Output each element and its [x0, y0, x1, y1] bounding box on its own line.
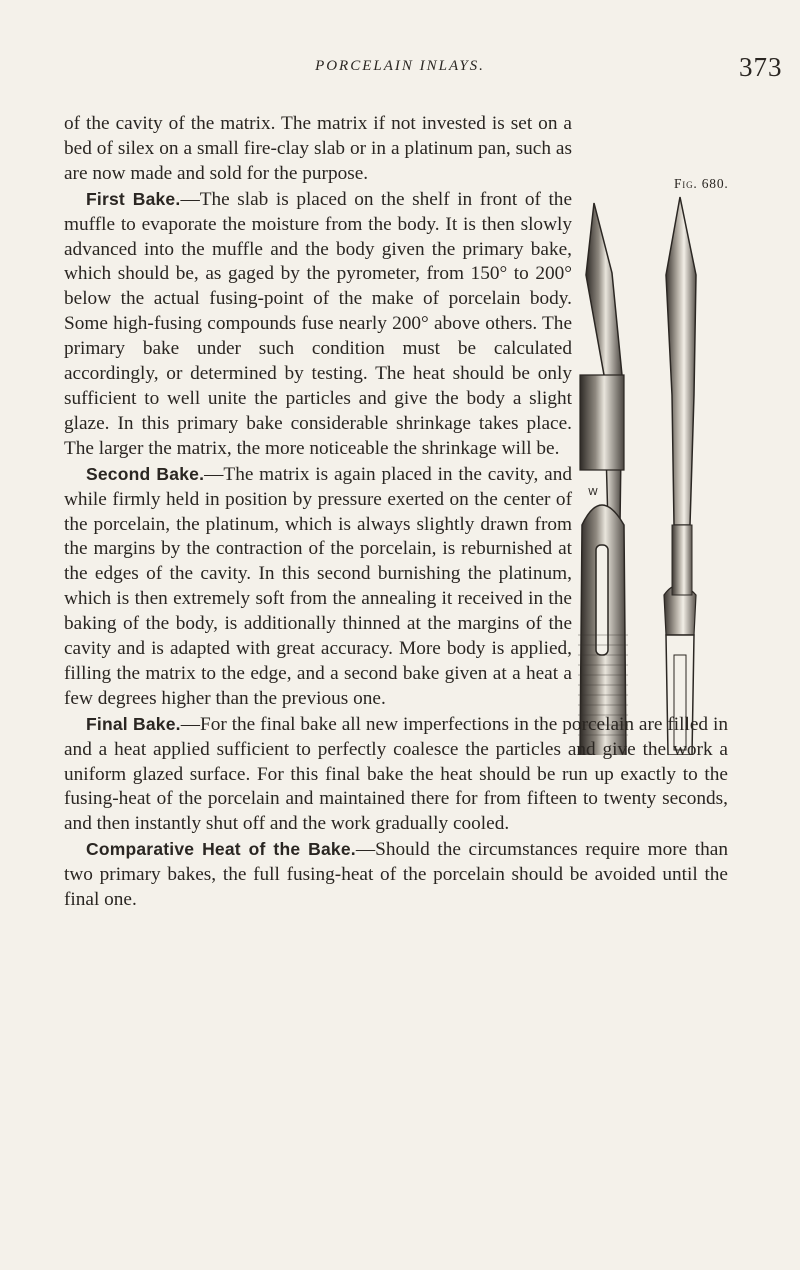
paragraph-comparative-heat [64, 837, 728, 913]
heading-final-bake: Final Bake. [86, 713, 181, 734]
page-number: 373 [739, 52, 783, 82]
text-comparative-heat: —Should the circumstances require more than two primary bakes, the full fusing-heat of the porcelain should be avoided until the final one. [64, 839, 728, 911]
running-head: PORCELAIN INLAYS. [315, 58, 485, 74]
heading-comparative-heat: Comparative Heat of the Bake. [86, 839, 356, 860]
heading-first-bake: First Bake. [86, 188, 181, 209]
paragraph-continuation: of the cavity of the matrix. The matrix if not invested is set on a bed of silex on a small fire-clay slab or in a platinum pan, such as are now made and sold for the purpose. [64, 113, 572, 184]
heading-second-bake: Second Bake. [86, 463, 205, 484]
text-second-bake: —The matrix is again placed in the cavity, and while firmly held in position by pressure exerted on the center of the porcelain, the platinum, which is always slightly drawn from the margins by the contraction of the porcelain, is reburnished at the edges of the cavity. In this second burnishing the platinum, which is then extremely soft from the annealing it received in the baking of the body, is additionally thinned at the margins of the cavity and is adapted with great accuracy. More body is applied, filling the matrix to the edge, and a second bake given at a heat a few degrees higher than the previous one. [64, 463, 572, 709]
text-final-bake: —For the final bake all new imperfections in the porcelain are filled in and a heat applied sufficient to perfectly coalesce the particles and give the work a uniform glazed surface. For this final bake the heat should be run up exactly to the fusing-heat of the porcelain and maintained there for from fifteen to twenty seconds, and then instantly shut off and the work gradually cooled. [64, 713, 728, 835]
figure-float-space [596, 134, 728, 656]
figure-label: Fig. 680. [674, 176, 729, 191]
paragraph-final-bake [64, 712, 728, 838]
svg-text:W: W [588, 487, 598, 498]
text-first-bake: —The slab is placed on the shelf in front of the muffle to evaporate the moisture from the body. It is then slowly advanced into the muffle and the body given the primary bake, which should be, as gaged by the pyrometer, from 150° to 200° below the actual fusing-point of the make of porcelain body. Some high-fusing compounds fuse nearly 200° above others. The primary bake under such condition must be calculated accordingly, or determined by testing. The heat should be only sufficient to well unite the particles and give the body a slight glaze. In this primary bake considerable shrinkage takes place. The larger the matrix, the more noticeable the shrinkage will be. [64, 188, 572, 459]
body-text [64, 112, 728, 913]
